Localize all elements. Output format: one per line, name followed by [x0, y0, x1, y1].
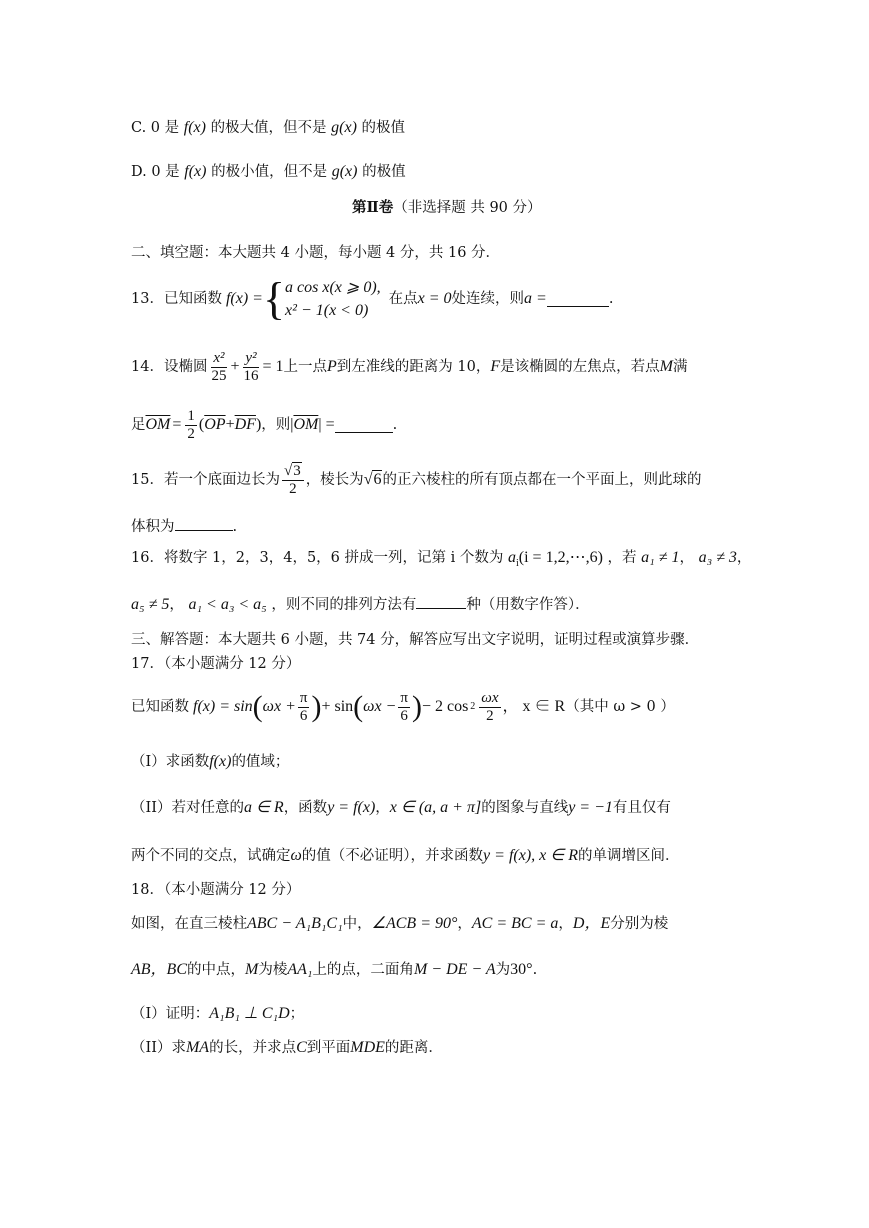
frac-num: π: [400, 689, 408, 706]
seq-a: a: [507, 549, 516, 566]
q18-p1a: （I）证明：: [131, 1006, 210, 1022]
q17-p2m: y = f(x), x ∈ R: [483, 847, 578, 864]
q13-mid: 在点: [388, 291, 418, 307]
q18-p2a: （II）求: [131, 1040, 186, 1056]
cond-a3: a₃ ≠ 3: [698, 549, 737, 566]
question-15: [131, 456, 701, 504]
q18-p2e: 到平面: [306, 1040, 351, 1056]
q13-tail: 处连续，则: [451, 291, 525, 307]
question-13: [131, 273, 614, 324]
semicolon: ；: [289, 1006, 305, 1022]
fraction-pi-6: [298, 690, 310, 725]
section-title: [352, 198, 542, 218]
option-c-label: C. 0 是: [131, 120, 180, 136]
q18-title: 18．（本小题满分 12 分）: [131, 882, 301, 898]
q16-text3: 种（用数字作答）．: [466, 597, 590, 613]
seq-range: (i = 1,2,⋯,6): [518, 549, 603, 566]
cond-a1: a₁ ≠ 1: [641, 549, 680, 566]
q14-text1: 上一点: [283, 359, 328, 375]
q17-part1-text: （I）求函数: [131, 754, 210, 770]
q18-part2: [131, 1038, 443, 1058]
question-14-line2: 足 $\overline{OM}$ = $\frac{1}{2}$ ( $\overline{OP}$ + $\overline{DF}$ ) ，则 | $\overline{OM}$ | = .: [131, 407, 398, 442]
arg2: ωx −: [363, 698, 397, 715]
q17-p2c: ，函数: [283, 800, 328, 816]
prism-name: ABC − A₁B₁C₁: [247, 915, 343, 932]
q13-case2: x² − 1(x < 0): [285, 302, 369, 319]
q13-func: f(x) =: [225, 290, 263, 307]
q14-text4: 满: [672, 359, 688, 375]
frac-den: 6: [400, 707, 408, 724]
minus-cos: − 2 cos: [421, 698, 469, 715]
q18-l1c: 中，: [342, 916, 372, 932]
q18-p2c: 的长，并求点: [209, 1040, 297, 1056]
question-16-line2: a₅ ≠ 5， a₁ < a₃ < a₅ ，则不同的排列方法有 种（用数字作答）．: [131, 596, 590, 613]
q17-p2h: y = −1: [568, 799, 613, 816]
point-c: C: [296, 1039, 307, 1056]
q13-cases: [285, 276, 381, 322]
q15-line2: 体积为: [131, 519, 175, 535]
omega: ω: [290, 847, 302, 864]
frac-num: 1: [187, 407, 195, 424]
edge-aa1: AA₁: [287, 961, 313, 978]
q18-l2b: 的中点，: [187, 962, 245, 978]
period: .: [532, 962, 538, 978]
q14-end: .: [392, 417, 398, 433]
math-gx: g(x): [331, 119, 357, 136]
frac-den: 6: [299, 707, 308, 724]
ac-bc: AC = BC = a: [471, 915, 559, 932]
q15-text2: 的正六棱柱的所有顶点都在一个平面上，则此球的: [382, 472, 702, 488]
points-de: D，E: [572, 915, 611, 932]
answer-blank[interactable]: [335, 418, 393, 433]
ab-bc: AB，BC: [131, 961, 187, 978]
option-d-label: D. 0 是: [131, 164, 180, 180]
q17-prefix: 已知函数: [131, 699, 189, 715]
equals-sign: =: [172, 416, 182, 433]
point-p: P: [327, 358, 337, 375]
frac-num: √3: [282, 463, 304, 481]
math-fx: f(x): [209, 753, 232, 770]
plus-sin: + sin: [321, 698, 354, 715]
q14-line2-mid: ，则: [261, 417, 291, 433]
answer-blank[interactable]: [547, 292, 609, 307]
frac-den: 16: [243, 367, 259, 384]
abs-open: |: [290, 416, 294, 433]
answer-blank[interactable]: [416, 594, 466, 609]
section-subtitle: （非选择题 共 90 分）: [393, 200, 542, 216]
q15-end: .: [232, 519, 238, 535]
q17-p2j: 两个不同的交点，试确定: [131, 848, 291, 864]
vector-om: $\overline{OM}$: [293, 416, 319, 433]
cond-a5: a₅ ≠ 5: [131, 596, 170, 613]
q18-part1: [131, 1004, 304, 1024]
q15-text1: ，棱长为: [305, 472, 364, 488]
q17-part1: [131, 752, 289, 772]
plane-mde: MDE: [350, 1039, 385, 1056]
angle-acb: ∠ACB = 90°: [371, 915, 458, 932]
option-d: [131, 162, 406, 182]
q16-prefix: 16．将数字 1，2，3，4，5，6 拼成一列，记第 i 个数为: [131, 550, 504, 566]
q15-prefix: 15．若一个底面边长为: [131, 472, 280, 488]
abs-close: | =: [318, 416, 335, 433]
q17-part1-tail: 的值域；: [231, 754, 290, 770]
math-fx: f(x): [184, 163, 207, 180]
q18-line1: [131, 914, 668, 934]
point-m: M: [659, 358, 673, 375]
frac-num: x²: [213, 349, 225, 366]
math-gx: g(x): [331, 163, 358, 180]
radicand: 6: [373, 471, 382, 488]
q14-text2: 到左准线的距离为 10，: [336, 359, 491, 375]
plus-sign: +: [230, 358, 240, 375]
q17-formula: 已知函数 f(x) = sin ( ωx + $\frac{\pi}{6}$ ) + sin ( ωx − $\frac{\pi}{6}$ ) − 2 cos 2 $\frac{\omega x}{2}$ ， x ∈ R （其中 ω > 0 ）: [131, 689, 675, 724]
vector-df: $\overline{DF}$: [234, 416, 256, 433]
dihedral: M − DE − A: [413, 961, 496, 978]
comma: ，: [558, 916, 573, 932]
fraction-sqrt3-over-2: [282, 463, 304, 498]
part3-heading: 三、解答题：本大题共 6 小题，共 74 分，解答应写出文字说明，证明过程或演算步骤．: [131, 632, 700, 648]
vector-om: $\overline{OM}$: [145, 416, 171, 433]
q17-p2d: y = f(x): [327, 799, 376, 816]
q17-part2: [131, 798, 671, 818]
brace-symbol: {: [262, 273, 286, 324]
q17-p2b: a ∈ R: [243, 799, 284, 816]
option-c: [131, 118, 405, 138]
option-c-mid: 的极大值，但不是: [210, 120, 327, 136]
q13-end: .: [608, 291, 614, 307]
question-15-line2: [131, 516, 237, 537]
q16-text1: ，若: [607, 550, 637, 566]
q14-prefix: 14．设椭圆: [131, 359, 208, 375]
radicand: 3: [293, 462, 301, 479]
equals-one: = 1: [262, 358, 284, 375]
q18-l2d: 为棱: [258, 962, 288, 978]
angle-30: 30°: [510, 961, 533, 978]
fraction-pi-6: [398, 690, 410, 725]
section-title-main: 第Ⅱ卷: [352, 199, 394, 216]
q17-p2n: 的单调增区间．: [577, 848, 680, 864]
q18-line2: [131, 960, 537, 980]
answer-blank[interactable]: [175, 516, 233, 531]
fraction-y2-16: [241, 350, 260, 385]
q17-p2l: 的值（不必证明），并求函数: [301, 848, 484, 864]
q18-l1a: 如图，在直三棱柱: [131, 916, 247, 932]
q16-text2: ，则不同的排列方法有: [271, 597, 417, 613]
superscript-2: 2: [470, 701, 476, 712]
seq-sub: i: [515, 557, 519, 569]
q17-p2g: 的图象与直线: [481, 800, 569, 816]
q18-p2g: 的距离．: [384, 1040, 443, 1056]
q17-p2f: x ∈ (a, a + π]: [389, 799, 482, 816]
q17-p2a: （II）若对任意的: [131, 800, 244, 816]
fraction-half: [185, 408, 197, 443]
q18-l1i: 分别为棱: [610, 916, 669, 932]
frac-den: 25: [211, 367, 227, 384]
option-c-tail: 的极值: [361, 120, 406, 136]
q14-text3: 是该椭圆的左焦点，若点: [500, 359, 660, 375]
q14-line2-start: 足: [131, 417, 146, 433]
point-f: F: [490, 358, 501, 375]
math-fx: f(x): [183, 119, 206, 136]
q17-p2e: ，: [375, 800, 390, 816]
q18-l2h: 为: [495, 962, 511, 978]
question-16: 16．将数字 1，2，3，4，5，6 拼成一列，记第 i 个数为 $a_i(i$ = 1,2,⋯,6) ，若 a₁ ≠ 1， a₃ ≠ 3，: [131, 549, 752, 569]
q17-func: f(x) = sin: [193, 698, 253, 715]
q18-l2f: 上的点，二面角: [312, 962, 414, 978]
q17-p2i: 有且仅有: [612, 800, 671, 816]
segment-ma: MA: [185, 1039, 210, 1056]
frac-num: π: [299, 689, 308, 706]
perp-statement: A₁B₁ ⊥ C₁D: [209, 1005, 290, 1022]
q13-cond: x = 0: [417, 290, 452, 307]
point-m: M: [245, 961, 259, 978]
q13-prefix: 13．已知函数: [131, 291, 222, 307]
comma: ，: [457, 916, 472, 932]
frac-num: y²: [245, 349, 257, 366]
arg1: ωx +: [262, 698, 296, 715]
q17-title: 17．（本小题满分 12 分）: [131, 656, 301, 672]
frac-num: ωx: [481, 689, 499, 706]
question-14: [131, 346, 687, 388]
fraction-wx-2: [479, 690, 500, 725]
q17-domain: ， x ∈ R: [502, 698, 566, 715]
q17-cond: （其中 ω > 0 ）: [565, 699, 675, 715]
frac-den: 2: [486, 707, 494, 724]
sqrt-6: √6: [363, 471, 382, 488]
q13-var: a =: [524, 290, 547, 307]
q17-part2-line2: [131, 846, 679, 866]
cond-order: a₁ < a₃ < a₅: [188, 596, 267, 613]
option-d-tail: 的极值: [362, 164, 406, 180]
q13-case1: a cos x(x ⩾ 0),: [285, 279, 381, 296]
frac-den: 2: [187, 425, 195, 442]
part2-heading: 二、填空题：本大题共 4 小题，每小题 4 分，共 16 分．: [131, 245, 501, 261]
fraction-x2-25: [209, 350, 228, 385]
option-d-mid: 的极小值，但不是: [211, 164, 328, 180]
vector-op: $\overline{OP}$: [204, 416, 226, 433]
frac-den: 2: [289, 480, 297, 497]
